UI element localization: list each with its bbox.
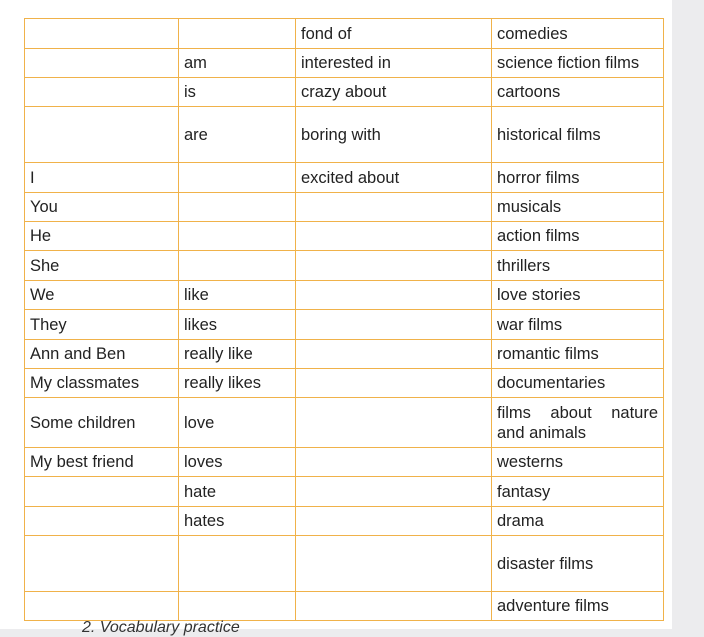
- table-row: [25, 163, 664, 193]
- adjective-cell: [296, 448, 492, 477]
- verb-cell: loves: [179, 448, 296, 477]
- verb-cell: [179, 222, 296, 251]
- film-cell: westerns: [492, 448, 664, 477]
- verb-cell: really likes: [179, 369, 296, 398]
- subject-cell: They: [25, 310, 179, 340]
- adjective-cell: [296, 310, 492, 340]
- adjective-cell: [296, 592, 492, 621]
- verb-cell: [179, 193, 296, 222]
- table-row: [25, 592, 664, 621]
- adjective-cell: [296, 507, 492, 536]
- table-row: [25, 107, 664, 163]
- adjective-cell: interested in: [296, 49, 492, 78]
- film-cell: thrillers: [492, 251, 664, 281]
- table-row: [25, 49, 664, 78]
- subject-cell: My classmates: [25, 369, 179, 398]
- verb-cell: [179, 592, 296, 621]
- table-row: [25, 398, 664, 448]
- adjective-cell: [296, 477, 492, 507]
- verb-cell: love: [179, 398, 296, 448]
- verb-cell: likes: [179, 310, 296, 340]
- table-row: [25, 193, 664, 222]
- subject-cell: [25, 107, 179, 163]
- verb-cell: [179, 536, 296, 592]
- film-cell: action films: [492, 222, 664, 251]
- adjective-cell: [296, 398, 492, 448]
- subject-cell: [25, 49, 179, 78]
- verb-cell: like: [179, 281, 296, 310]
- film-cell: cartoons: [492, 78, 664, 107]
- adjective-cell: boring with: [296, 107, 492, 163]
- adjective-cell: [296, 536, 492, 592]
- subject-cell: You: [25, 193, 179, 222]
- verb-cell: am: [179, 49, 296, 78]
- film-cell: historical films: [492, 107, 664, 163]
- film-cell: films about nature and animals: [492, 398, 664, 448]
- verb-cell: [179, 19, 296, 49]
- subject-cell: [25, 507, 179, 536]
- table-row: [25, 222, 664, 251]
- verb-cell: [179, 251, 296, 281]
- verb-cell: really like: [179, 340, 296, 369]
- subject-cell: Ann and Ben: [25, 340, 179, 369]
- subject-cell: [25, 536, 179, 592]
- adjective-cell: [296, 369, 492, 398]
- adjective-cell: crazy about: [296, 78, 492, 107]
- film-cell: comedies: [492, 19, 664, 49]
- subject-cell: My best friend: [25, 448, 179, 477]
- sentence-builder-table: [24, 18, 664, 621]
- table-row: [25, 310, 664, 340]
- table-row: [25, 251, 664, 281]
- adjective-cell: [296, 340, 492, 369]
- section-heading: 2. Vocabulary practice: [82, 619, 240, 636]
- subject-cell: Some children: [25, 398, 179, 448]
- table-row: [25, 78, 664, 107]
- subject-cell: [25, 477, 179, 507]
- film-cell: disaster films: [492, 536, 664, 592]
- adjective-cell: [296, 251, 492, 281]
- adjective-cell: excited about: [296, 163, 492, 193]
- table-row: [25, 477, 664, 507]
- table-row: [25, 369, 664, 398]
- subject-cell: He: [25, 222, 179, 251]
- subject-cell: She: [25, 251, 179, 281]
- verb-cell: [179, 163, 296, 193]
- film-cell: science fiction films: [492, 49, 664, 78]
- film-cell: love stories: [492, 281, 664, 310]
- film-cell: drama: [492, 507, 664, 536]
- film-cell: documentaries: [492, 369, 664, 398]
- table-row: [25, 448, 664, 477]
- verb-cell: is: [179, 78, 296, 107]
- adjective-cell: [296, 193, 492, 222]
- film-cell: adventure films: [492, 592, 664, 621]
- film-cell: romantic films: [492, 340, 664, 369]
- verb-cell: are: [179, 107, 296, 163]
- subject-cell: [25, 78, 179, 107]
- adjective-cell: [296, 281, 492, 310]
- subject-cell: [25, 592, 179, 621]
- table-row: [25, 507, 664, 536]
- table-row: [25, 340, 664, 369]
- adjective-cell: fond of: [296, 19, 492, 49]
- subject-cell: We: [25, 281, 179, 310]
- table-row: [25, 536, 664, 592]
- subject-cell: I: [25, 163, 179, 193]
- adjective-cell: [296, 222, 492, 251]
- table-row: [25, 19, 664, 49]
- subject-cell: [25, 19, 179, 49]
- film-cell: fantasy: [492, 477, 664, 507]
- verb-cell: hates: [179, 507, 296, 536]
- film-cell: horror films: [492, 163, 664, 193]
- film-cell: war films: [492, 310, 664, 340]
- verb-cell: hate: [179, 477, 296, 507]
- table-row: [25, 281, 664, 310]
- film-cell: musicals: [492, 193, 664, 222]
